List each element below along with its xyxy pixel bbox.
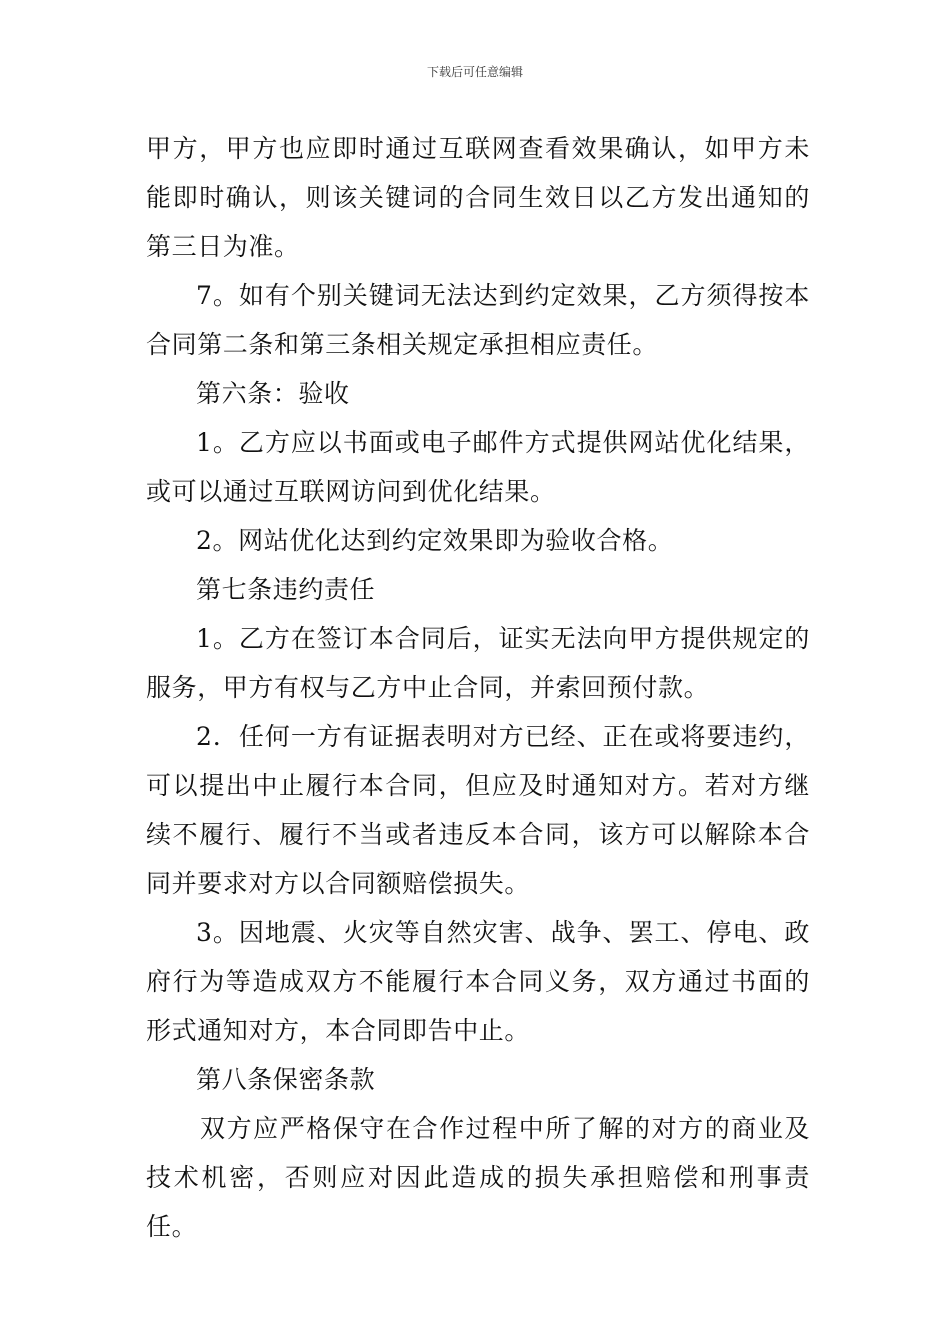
paragraph-acceptance-1: 1。乙方应以书面或电子邮件方式提供网站优化结果，或可以通过互联网访问到优化结果。 [146,428,810,506]
paragraph-continuation: 甲方，甲方也应即时通过互联网查看效果确认，如甲方未能即时确认，则该关键词的合同生效日以乙方发出通知的第三日为准。 [146,134,810,261]
page-header: 下载后可任意编辑 [426,65,523,79]
paragraph-liability-2: 2．任何一方有证据表明对方已经、正在或将要违约，可以提出中止履行本合同，但应及时通知对方。若对方继续不履行、履行不当或者违反本合同，该方可以解除本合同并要求对方以合同额赔偿损失。 [146,722,810,898]
section-heading-6: 第六条：验收 [196,379,350,408]
section-heading-7: 第七条违约责任 [196,575,376,604]
paragraph-clause-7: 7。如有个别关键词无法达到约定效果，乙方须得按本合同第二条和第三条相关规定承担相应责任。 [146,281,810,359]
section-heading-8: 第八条保密条款 [196,1065,376,1094]
paragraph-acceptance-2: 2。网站优化达到约定效果即为验收合格。 [196,526,674,555]
paragraph-liability-1: 1。乙方在签订本合同后，证实无法向甲方提供规定的服务，甲方有权与乙方中止合同，并索回预付款。 [146,624,810,702]
document-body [146,124,810,1251]
paragraph-confidentiality: 双方应严格保守在合作过程中所了解的对方的商业及技术机密，否则应对因此造成的损失承担赔偿和刑事责任。 [146,1114,810,1241]
paragraph-liability-3: 3。因地震、火灾等自然灾害、战争、罢工、停电、政府行为等造成双方不能履行本合同义务，双方通过书面的形式通知对方，本合同即告中止。 [146,918,810,1045]
